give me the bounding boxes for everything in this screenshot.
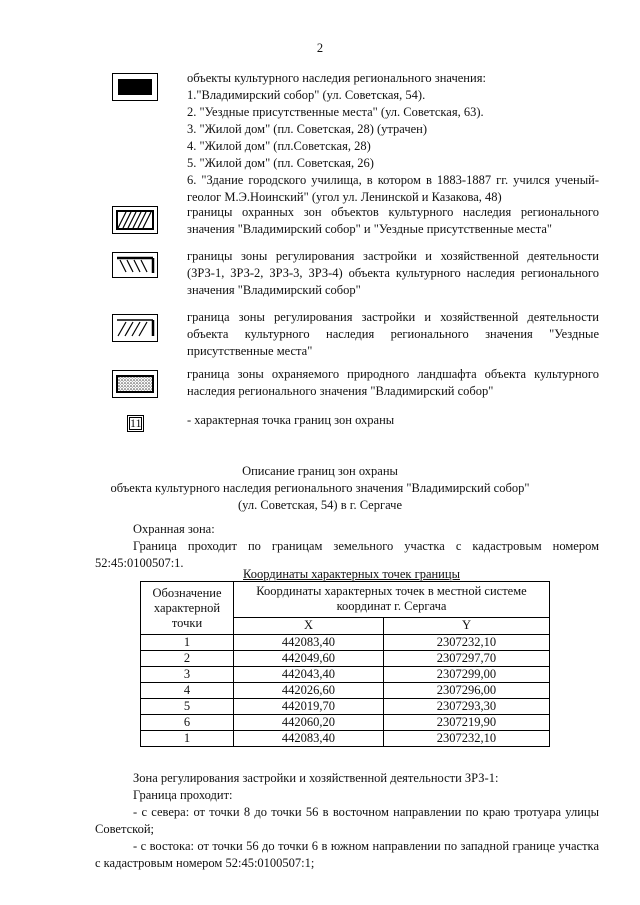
legend-landscape-zone-text: граница зоны охраняемого природного ландшафта объекта культурного наследия регионального значения "Владимирский собор": [187, 367, 599, 398]
legend-object-item: 1."Владимирский собор" (ул. Советская, 54).: [187, 88, 426, 102]
regulation-zone-uezd-icon: [112, 314, 158, 342]
legend-regulation-zone-sobor-text: границы зоны регулирования застройки и хозяйственной деятельности (ЗРЗ-1, ЗРЗ-2, ЗРЗ-3, ЗРЗ-4) объекта культурного наследия регионального значения "Владимирский собор": [187, 249, 599, 297]
hatched-rect-icon: [112, 206, 158, 234]
table-header-row: [141, 582, 550, 618]
page-number: 2: [316, 41, 324, 55]
cell-y: 2307219,90: [383, 715, 549, 731]
solid-black-rect-icon: [112, 73, 158, 101]
legend-point-text: - характерная точка границ зон охраны: [187, 413, 395, 427]
legend-object-item: 6. "Здание городского училища, в котором в 1883-1887 гг. учился ученый-геолог М.Э.Ноинский" (угол ул. Ленинской и Казакова, 48): [187, 173, 599, 204]
description-title-line1: Описание границ зон охраны: [242, 464, 398, 478]
table-row: [141, 683, 550, 699]
cell-point: 3: [141, 667, 234, 683]
table-row: [141, 635, 550, 651]
cell-y: 2307297,70: [383, 651, 549, 667]
protection-text: Граница проходит по границам земельного участка с кадастровым номером 52:45:0100507:1.: [95, 539, 599, 570]
cell-point: 6: [141, 715, 234, 731]
col-header-coords: Координаты характерных точек в местной системе координат г. Сергача: [234, 582, 550, 618]
legend-objects-title: объекты культурного наследия регионального значения:: [187, 71, 486, 85]
cell-y: 2307299,00: [383, 667, 549, 683]
cell-y: 2307293,30: [383, 699, 549, 715]
regulation-north: - с севера: от точки 8 до точки 56 в восточном направлении по краю тротуара улицы Советской;: [95, 805, 599, 836]
legend-regulation-zone-uezd-text: граница зоны регулирования застройки и хозяйственной деятельности объекта культурного наследия регионального значения "Уездные присутственные места": [187, 310, 599, 358]
table-row: [141, 651, 550, 667]
cell-y: 2307232,10: [383, 635, 549, 651]
cell-x: 442060,20: [234, 715, 384, 731]
cell-x: 442019,70: [234, 699, 384, 715]
cell-x: 442083,40: [234, 731, 384, 747]
table-row: [141, 667, 550, 683]
description-title-line2: объекта культурного наследия регионального значения "Владимирский собор": [110, 481, 530, 495]
coordinates-table: [140, 581, 550, 747]
cell-point: 5: [141, 699, 234, 715]
cell-y: 2307296,00: [383, 683, 549, 699]
cell-point: 1: [141, 635, 234, 651]
legend-object-item: 4. "Жилой дом" (пл.Советская, 28): [187, 139, 371, 153]
protection-heading: Охранная зона:: [133, 522, 215, 536]
cell-x: 442026,60: [234, 683, 384, 699]
regulation-east: - с востока: от точки 56 до точки 6 в южном направлении по западной границе участка с кадастровым номером 52:45:0100507:1;: [95, 839, 599, 870]
cell-point: 4: [141, 683, 234, 699]
table-row: [141, 731, 550, 747]
col-header-x: X: [234, 617, 384, 634]
cell-x: 442083,40: [234, 635, 384, 651]
point-marker-label: 11: [130, 416, 142, 430]
dotted-rect-icon: [112, 370, 158, 398]
cell-x: 442043,40: [234, 667, 384, 683]
description-title: [100, 463, 540, 514]
table-caption: Координаты характерных точек границы: [243, 567, 460, 581]
legend-object-item: 2. "Уездные присутственные места" (ул. Советская, 63).: [187, 105, 484, 119]
legend-object-item: 3. "Жилой дом" (пл. Советская, 28) (утрачен): [187, 122, 428, 136]
table-row: [141, 715, 550, 731]
point-marker-icon: [127, 415, 144, 432]
cell-point: 1: [141, 731, 234, 747]
legend-protection-zone-text: границы охранных зон объектов культурного наследия регионального значения "Владимирский собор" и "Уездные присутственные места": [187, 205, 599, 236]
description-title-line3: (ул. Советская, 54) в г. Сергаче: [238, 498, 402, 512]
legend-objects-text: [187, 70, 599, 206]
cell-y: 2307232,10: [383, 731, 549, 747]
table-row: [141, 699, 550, 715]
col-header-point: Обозначение характерной точки: [141, 582, 234, 635]
col-header-y: Y: [383, 617, 549, 634]
regulation-border-passes: Граница проходит:: [133, 788, 233, 802]
regulation-zone-sobor-icon: [112, 252, 158, 278]
cell-x: 442049,60: [234, 651, 384, 667]
regulation-heading: Зона регулирования застройки и хозяйственной деятельности ЗРЗ-1:: [133, 771, 499, 785]
legend-object-item: 5. "Жилой дом" (пл. Советская, 26): [187, 156, 374, 170]
cell-point: 2: [141, 651, 234, 667]
